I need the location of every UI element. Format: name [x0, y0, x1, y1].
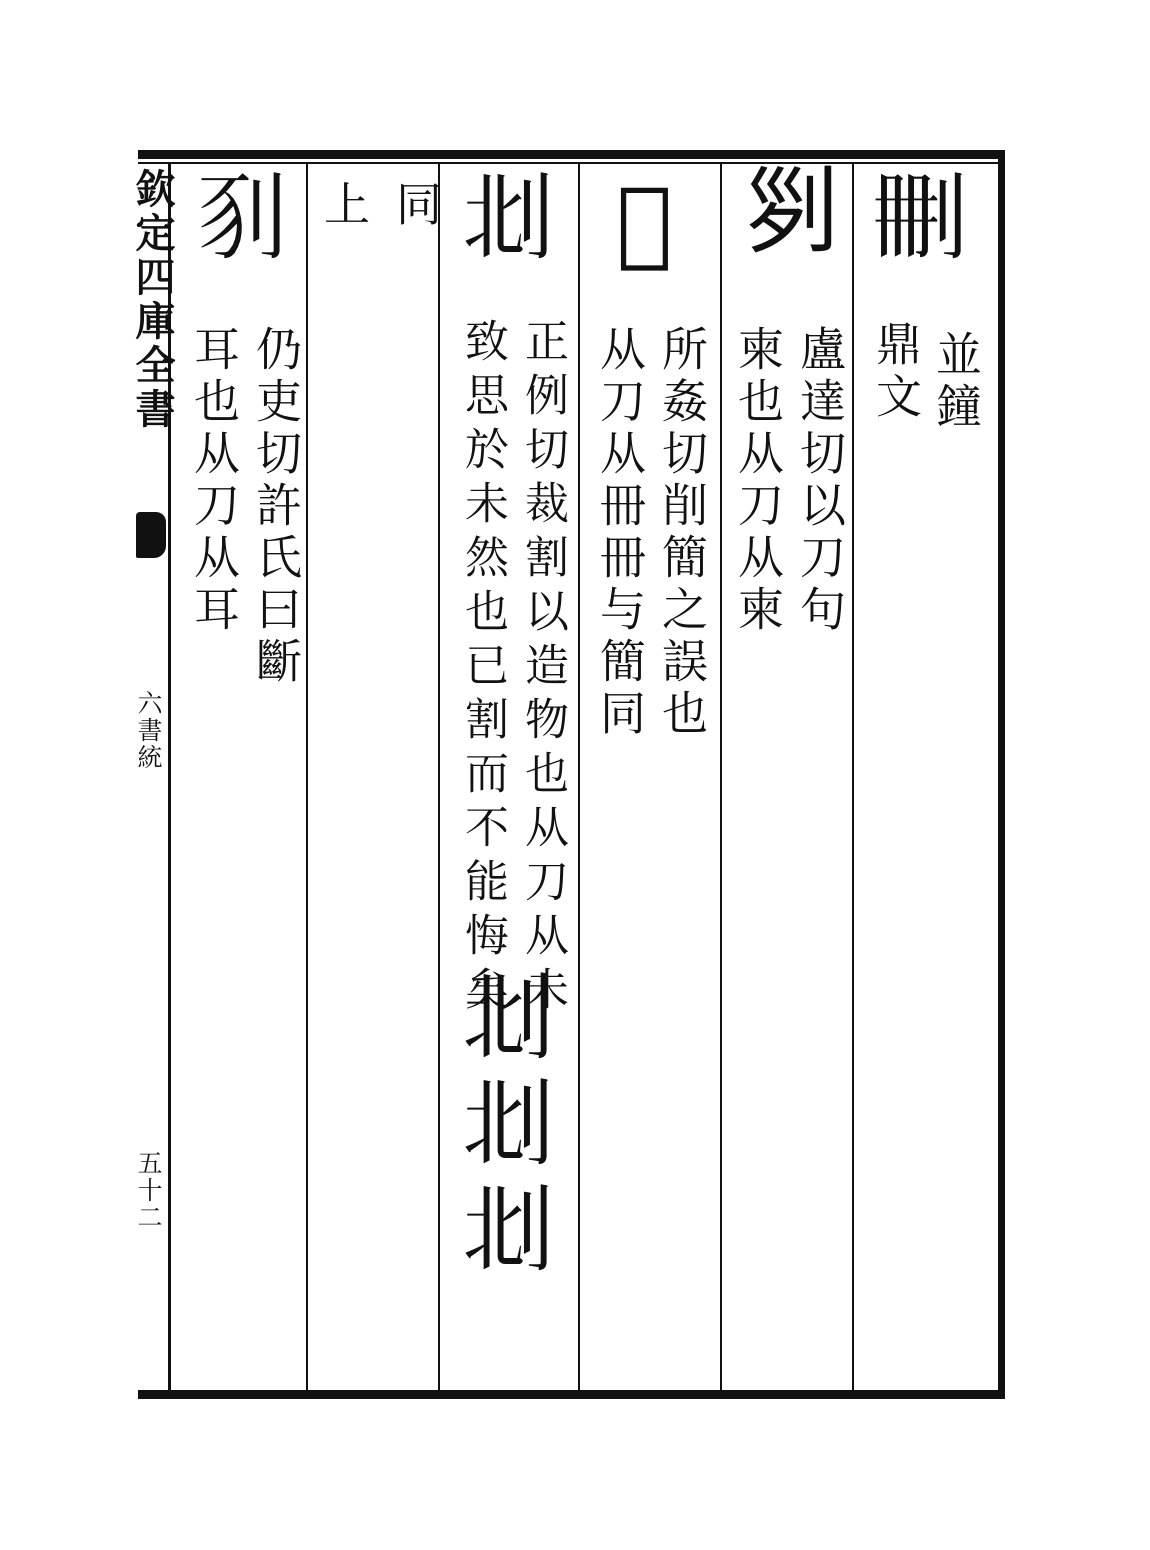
seal-character: 𠛙: [450, 168, 559, 268]
note-line-2: 鼎文: [869, 320, 923, 424]
seal-character: 𠜂: [590, 168, 699, 283]
note-line-2: 柬也从刀从柬: [731, 325, 785, 637]
fishtail-mark: [136, 512, 166, 558]
frame-right-rule: [998, 150, 1005, 1399]
note-line-1: 所姦切削簡之誤也: [655, 325, 709, 741]
seal-character: 𠛹: [860, 168, 969, 268]
note-line-1: 仍吏切許氏曰斷: [249, 325, 303, 689]
note-line-1: 盧達切以刀句: [793, 325, 847, 637]
note-line-1: 同: [389, 180, 443, 232]
column-divider: [438, 164, 440, 1390]
column-divider: [852, 164, 854, 1390]
book-title: 欽定四庫全書: [129, 168, 176, 432]
section-title: 六書統: [134, 690, 163, 771]
note-line-1: 並鐘: [929, 330, 983, 434]
note-line-2: 耳也从刀从耳: [187, 325, 241, 637]
seal-character: 𠛱: [734, 168, 843, 268]
column-divider: [720, 164, 722, 1390]
note-line-2: 从刀从冊冊与簡同: [593, 325, 647, 741]
frame-bottom-rule: [138, 1390, 1002, 1399]
note-line-2: 上: [317, 180, 371, 232]
frame-top-rule: [138, 150, 1002, 159]
page-number: 五十二: [134, 1150, 163, 1231]
frame-top-inner-rule: [138, 162, 1002, 164]
column-divider: [306, 164, 308, 1390]
note-line-1: 正例切裁割以造物也从刀从未: [517, 318, 568, 1020]
seal-variant-forms: 𠛙𠛙𠛙: [450, 968, 559, 1286]
note-line-2: 致思於未然也已割而不能悔矣: [457, 318, 508, 1020]
seal-character: 𠛖: [184, 168, 293, 268]
column-divider: [578, 164, 580, 1390]
